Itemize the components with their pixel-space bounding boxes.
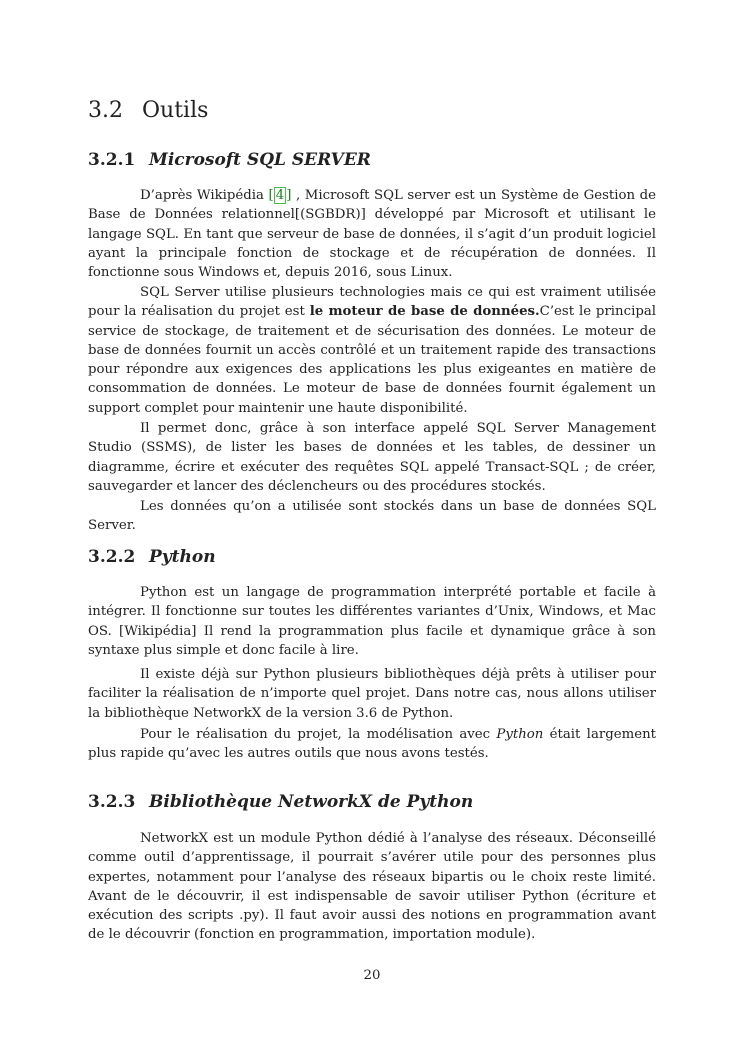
paragraph-python-intro: Python est un langage de programmation interprété portable et facile à intégrer. Il fonctionne sur toutes les différentes variantes d’Unix, Windows, et Mac OS. [Wikipédia] Il rend la programmation plus facile et dynamique grâce à son syntaxe plus simple et donc facile à lire. [88,585,656,658]
bold-term: le moteur de base de données. [309,304,540,320]
paragraph-ssms: Il permet donc, grâce à son interface appelé SQL Server Management Studio (SSMS), de lister les bases de données et les tables, de dessiner un diagramme, écrire et exécuter des requêtes SQL appelé Transact-SQL ; de créer, sauvegarder et lancer des déclencheurs ou des procédures stockés. [88,421,656,494]
page-number: 20 [363,968,381,983]
paragraph-sql-data: Les données qu’on a utilisée sont stockés dans un base de données SQL Server. [88,499,656,534]
subsection-heading-python: 3.2.2 Python [88,547,216,567]
subsection-heading-networkx: 3.2.3 Bibliothèque NetworkX de Python [88,792,474,812]
section-title: Outils [142,98,209,123]
paragraph-sql-engine: SQL Server utilise plusieurs technologies mais ce qui est vraiment utilisée pour la réalisation du projet est le moteur de base de données.C’est le principal service de stockage, de traitement et de sécurisation des données. Le moteur de base de données fournit un accès contrôlé et un traitement rapide des transactions pour répondre aux exigences des applications les plus exigeantes en matière de consommation de données. Le moteur de base de données fournit également un support complet pour maintenir une haute disponibilité. [88,285,657,416]
paragraph-networkx: NetworkX est un module Python dédié à l’analyse des réseaux. Déconseillé comme outil d’apprentissage, il pourrait s’avérer utile pour des personnes plus expertes, notamment pour l’analyse des réseaux bipartis ou le choix reste limité. Avant de le découvrir, il est indispensable de savoir utiliser Python (écriture et exécution des scripts .py). Il faut avoir aussi des notions en programmation avant de le découvrir (fonction en programmation, importation module). [88,831,656,943]
citation-link[interactable]: [ 4 ] [268,188,292,203]
paragraph-sql-intro: D’après Wikipédia [ 4 ] , Microsoft SQL server est un Système de Gestion de Base de Données relationnel[(SGBDR)] développé par Microsoft et utilisant le langage SQL. En tant que serveur de base de données, il s’agit d’un produit logiciel ayant la principale fonction de stockage et de récupération de données. Il fonctionne sous Windows et, depuis 2016, sous Linux. [88,188,656,281]
paragraph-python-modeling: Pour le réalisation du projet, la modélisation avec Python était largement plus rapide qu’avec les autres outils que nous avons testés. [88,727,656,762]
italic-term: Python [496,727,544,742]
section-heading [88,98,208,123]
section-number: 3.2 [88,98,123,123]
subsection-heading-sql-server: 3.2.1 Microsoft SQL SERVER [88,150,371,170]
paragraph-python-libraries: Il existe déjà sur Python plusieurs bibliothèques déjà prêts à utiliser pour faciliter la réalisation de n’importe quel projet. Dans notre cas, nous allons utiliser la bibliothèque NetworkX de la version 3.6 de Python. [88,667,656,721]
